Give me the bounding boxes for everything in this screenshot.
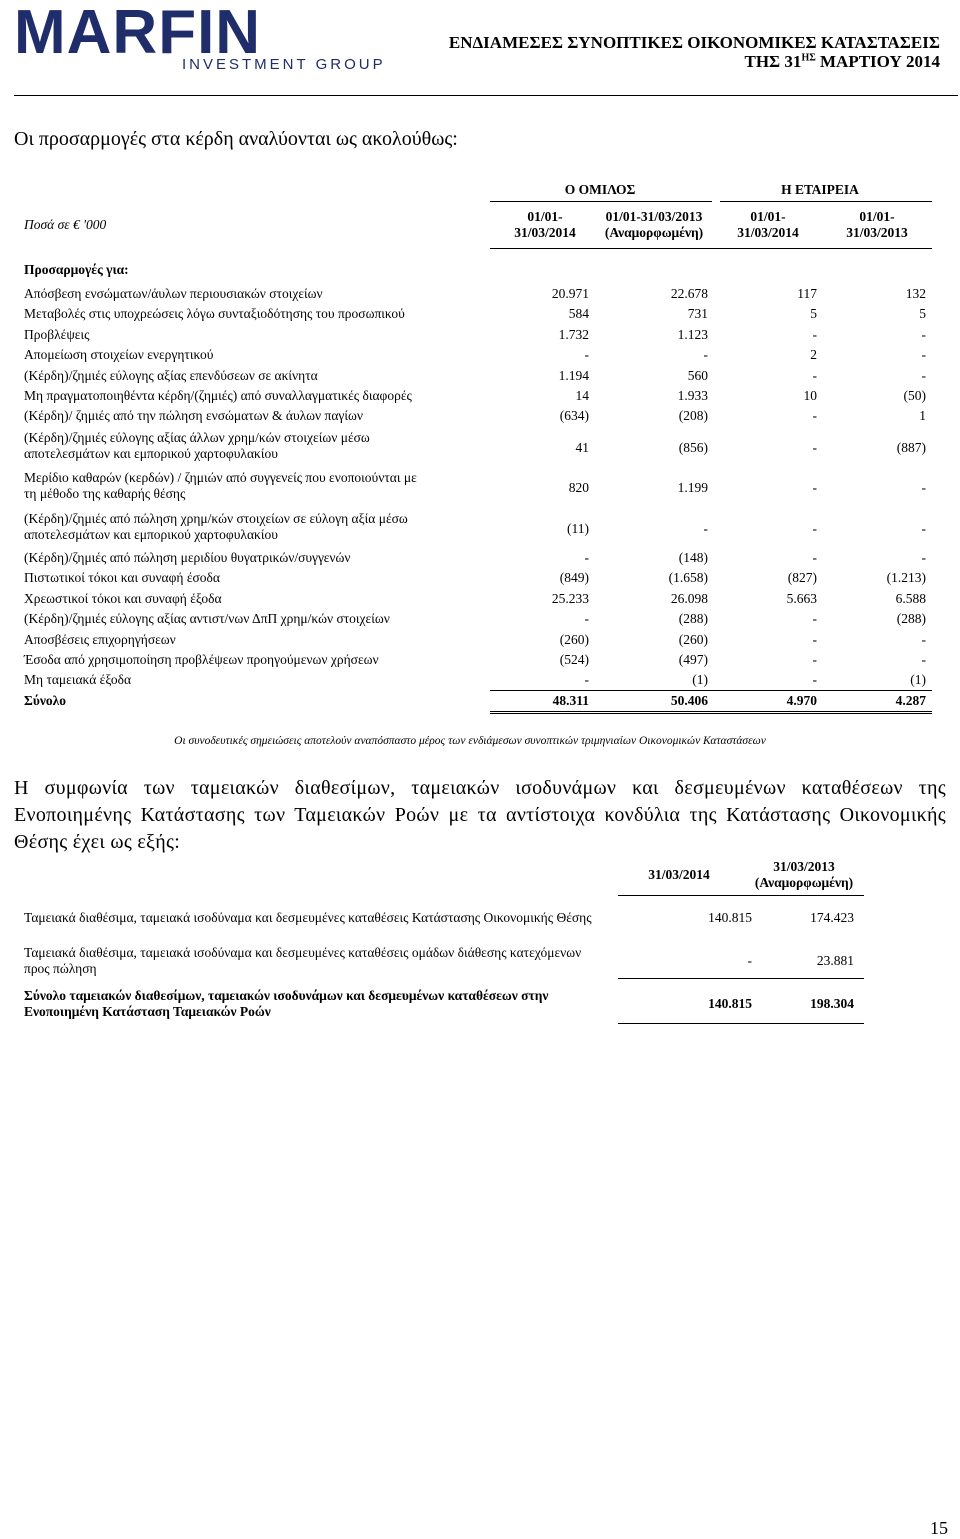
table-row	[24, 284, 930, 304]
row-label-line: Ενοποιημένη Κατάσταση Ταμειακών Ροών	[24, 1004, 271, 1019]
cell-value: -	[921, 480, 926, 495]
table-row	[24, 345, 930, 365]
date-sup: ΗΣ	[801, 52, 816, 64]
cell-value: 2	[810, 347, 817, 362]
row-label-line: Ταμειακά διαθέσιμα, ταμειακά ισοδύναμα και δεσμευμένες καταθέσεις ομάδων διάθεσης κατεχόμενων	[24, 945, 582, 960]
page-number: 15	[930, 1518, 948, 1538]
cell-value: 1	[919, 408, 926, 423]
row-label-line: (Κέρδη)/ζημιές από πώληση χρημ/κών στοιχείων σε εύλογη αξία μέσω	[24, 511, 408, 526]
table-row	[24, 568, 930, 588]
cell-value: -	[921, 652, 926, 667]
column-header-line: (Αναμορφωμένη)	[604, 225, 704, 240]
column-header-4	[822, 209, 932, 241]
cell-value: -	[921, 347, 926, 362]
row-label-line: Μερίδιο καθαρών (κερδών) / ζημιών από συγγενείς που ενοποιούνται με	[24, 470, 417, 485]
table-row	[24, 589, 930, 609]
row-label-line: τη μέθοδο της καθαρής θέσης	[24, 486, 186, 501]
intro-text: Οι προσαρμογές στα κέρδη αναλύονται ως ακολούθως:	[14, 128, 458, 150]
cell-value: (260)	[678, 632, 708, 647]
cell-value: -	[584, 347, 589, 362]
cell-value: (11)	[567, 521, 589, 536]
document-title: ΕΝΔΙΑΜΕΣΕΣ ΣΥΝΟΠΤΙΚΕΣ ΟΙΚΟΝΟΜΙΚΕΣ ΚΑΤΑΣΤΑΣΕΙΣ	[448, 33, 940, 52]
cell-value: 10	[803, 388, 817, 403]
row-label: Έσοδα από χρησιμοποίηση προβλέψεων προηγούμενων χρήσεων	[24, 652, 379, 667]
cell-value: (1.658)	[668, 570, 708, 585]
row-label: Πιστωτικοί τόκοι και συναφή έσοδα	[24, 570, 220, 585]
cell-value: 22.678	[670, 286, 708, 301]
column-header-line: 01/01-	[750, 209, 786, 224]
reconciliation-paragraph: Η συμφωνία των ταμειακών διαθεσίμων, ταμειακών ισοδυνάμων και δεσμευμένων καταθέσεων της Ενοποιημένης Κατάστασης των Ταμειακών Ροών με τα αντίστοιχα κονδύλια της Κατάστασης Οικονομικής Θέσης έχει ως εξής:	[14, 777, 946, 853]
date-suffix: ΜΑΡΤΙΟΥ 2014	[820, 52, 940, 71]
table-row	[24, 428, 930, 468]
cell-value: 140.815	[708, 910, 752, 925]
row-label: Μη πραγματοποιηθέντα κέρδη/(ζημιές) από συναλλαγματικές διαφορές	[24, 388, 412, 403]
cell-value: 41	[575, 440, 589, 455]
total-value: 140.815	[708, 996, 752, 1011]
row-label: Αποσβέσεις επιχορηγήσεων	[24, 632, 176, 647]
cell-value: (50)	[903, 388, 926, 403]
row-label	[24, 470, 417, 502]
t2-header-rule	[618, 895, 864, 896]
cell-value: 1.199	[677, 480, 708, 495]
table-row	[24, 548, 930, 568]
cell-value: -	[812, 480, 817, 495]
cell-value: 1.732	[558, 327, 589, 342]
row-label: (Κέρδη)/ζημιές εύλογης αξίας επενδύσεων σε ακίνητα	[24, 368, 318, 383]
row-label-line: (Κέρδη)/ζημιές εύλογης αξίας άλλων χρημ/κών στοιχείων μέσω	[24, 430, 370, 445]
row-label	[24, 988, 614, 1020]
company-header-rule	[720, 201, 932, 202]
row-label: Ταμειακά διαθέσιμα, ταμειακά ισοδύναμα και δεσμευμένες καταθέσεις Κατάστασης Οικονομικής Θέσης	[24, 910, 592, 925]
table-row	[24, 945, 864, 981]
cell-value: -	[812, 327, 817, 342]
logo-wordmark: MARFIN	[14, 0, 262, 67]
cell-value: 132	[905, 286, 926, 301]
column-header-rule	[490, 248, 932, 249]
column-header-2	[594, 209, 714, 241]
table-row	[24, 468, 930, 508]
row-label: Μεταβολές στις υποχρεώσεις λόγω συνταξιοδότησης του προσωπικού	[24, 306, 405, 321]
cell-value: 820	[568, 480, 589, 495]
row-label: (Κέρδη)/ζημιές από πώληση μεριδίου θυγατρικών/συγγενών	[24, 550, 351, 565]
table-row	[24, 670, 930, 690]
column-header-line: 31/03/2014	[737, 225, 799, 240]
row-label: (Κέρδη)/ ζημιές από την πώληση ενσώματων & άυλων παγίων	[24, 408, 364, 423]
row-label-line: αποτελεσμάτων και εμπορικού χαρτοφυλακίου	[24, 527, 278, 542]
cell-value: (288)	[896, 611, 926, 626]
total-double-rule	[490, 713, 932, 714]
group-header-rule	[490, 201, 712, 202]
t2-total-top-rule	[618, 978, 864, 979]
cell-value: -	[584, 672, 589, 687]
row-label: Προβλέψεις	[24, 327, 90, 342]
cell-value: -	[584, 611, 589, 626]
total-row	[24, 988, 864, 1024]
total-value: 4.287	[895, 693, 926, 708]
total-bottom-rule	[490, 711, 932, 712]
footnote: Οι συνοδευτικές σημειώσεις αποτελούν αναπόσπαστο μέρος των ενδιάμεσων συνοπτικών τριμηνιαίων Οικονομικών Καταστάσεων	[174, 735, 766, 747]
table-row	[24, 386, 930, 406]
logo-subtitle: INVESTMENT GROUP	[182, 56, 386, 73]
table-row	[24, 304, 930, 324]
cell-value: (856)	[678, 440, 708, 455]
group-header: Ο ΟΜΙΛΟΣ	[564, 182, 636, 197]
table-row	[24, 910, 864, 930]
column-header-line: 01/01-31/03/2013	[605, 209, 703, 224]
cell-value: (1.213)	[886, 570, 926, 585]
cell-value: 584	[568, 306, 589, 321]
row-label	[24, 945, 614, 977]
header-divider	[14, 95, 958, 96]
cell-value: 20.971	[551, 286, 589, 301]
table-row	[24, 609, 930, 629]
row-label	[24, 511, 408, 543]
total-value: 50.406	[670, 693, 708, 708]
column-header-1	[490, 209, 600, 241]
column-header-3	[713, 209, 823, 241]
cell-value: 1.933	[677, 388, 708, 403]
cell-value: (497)	[678, 652, 708, 667]
cell-value: 25.233	[551, 591, 589, 606]
cell-value: (260)	[559, 632, 589, 647]
cell-value: (524)	[559, 652, 589, 667]
document-date	[745, 52, 941, 72]
cell-value: -	[921, 521, 926, 536]
row-label: Απομείωση στοιχείων ενεργητικού	[24, 347, 214, 362]
table-row	[24, 630, 930, 650]
cell-value: -	[921, 327, 926, 342]
cell-value: -	[812, 521, 817, 536]
column-header-line: 31/03/2013	[773, 859, 835, 874]
total-value: 198.304	[810, 996, 854, 1011]
total-value: 48.311	[552, 693, 589, 708]
date-prefix: ΤΗΣ 31	[744, 52, 802, 71]
row-label-line: προς πώληση	[24, 961, 97, 976]
cell-value: -	[703, 347, 708, 362]
cell-value: -	[812, 368, 817, 383]
cell-value: -	[812, 632, 817, 647]
cell-value: -	[812, 672, 817, 687]
total-value: 4.970	[786, 693, 817, 708]
row-label-line: Σύνολο ταμειακών διαθεσίμων, ταμειακών ισοδυνάμων και δεσμευμένων καταθέσεων στην	[24, 988, 549, 1003]
row-label: Χρεωστικοί τόκοι και συναφή έξοδα	[24, 591, 222, 606]
table-row	[24, 406, 930, 426]
cell-value: -	[812, 440, 817, 455]
total-label: Σύνολο	[24, 693, 66, 708]
row-label-line: αποτελεσμάτων και εμπορικού χαρτοφυλακίου	[24, 446, 278, 461]
cell-value: -	[703, 521, 708, 536]
t2-column-header-2	[744, 859, 864, 891]
table-row	[24, 366, 930, 386]
cell-value: -	[812, 652, 817, 667]
table-row	[24, 325, 930, 345]
cell-value: 1.194	[558, 368, 589, 383]
cell-value: -	[812, 611, 817, 626]
section-label: Προσαρμογές για:	[24, 262, 129, 277]
row-label	[24, 430, 370, 462]
cell-value: (887)	[896, 440, 926, 455]
cell-value: 1.123	[677, 327, 708, 342]
company-header: Η ΕΤΑΙΡΕΙΑ	[781, 182, 859, 197]
cell-value: 14	[575, 388, 589, 403]
row-label: Απόσβεση ενσώματων/άυλων περιουσιακών στοιχείων	[24, 286, 323, 301]
cell-value: -	[584, 550, 589, 565]
cell-value: (1)	[910, 672, 926, 687]
table-row	[24, 509, 930, 549]
table-row	[24, 650, 930, 670]
t2-total-bottom-rule	[618, 1023, 864, 1024]
cell-value: 5	[810, 306, 817, 321]
cell-value: 117	[797, 286, 817, 301]
cell-value: 174.423	[810, 910, 854, 925]
column-header-line: 01/01-	[527, 209, 563, 224]
cell-value: -	[921, 368, 926, 383]
cell-value: -	[812, 550, 817, 565]
cell-value: 26.098	[670, 591, 708, 606]
column-header-line: (Αναμορφωμένη)	[754, 875, 854, 890]
cell-value: -	[812, 408, 817, 423]
row-label: Μη ταμειακά έξοδα	[24, 672, 132, 687]
cell-value: 560	[687, 368, 708, 383]
column-header-line: 01/01-	[859, 209, 895, 224]
column-header-line: 31/03/2014	[514, 225, 576, 240]
cell-value: 731	[687, 306, 708, 321]
row-label: (Κέρδη)/ζημιές εύλογης αξίας αντιστ/νων ΔπΠ χρημ/κών στοιχείων	[24, 611, 390, 626]
amount-label: Ποσά σε € '000	[24, 217, 107, 232]
cell-value: (634)	[559, 408, 589, 423]
cell-value: (208)	[678, 408, 708, 423]
cell-value: 6.588	[895, 591, 926, 606]
cell-value: 23.881	[816, 953, 854, 968]
cell-value: (827)	[787, 570, 817, 585]
t2-column-header-1: 31/03/2014	[648, 867, 710, 882]
cell-value: -	[747, 953, 752, 968]
cell-value: -	[921, 550, 926, 565]
cell-value: 5.663	[786, 591, 817, 606]
total-row	[24, 691, 930, 711]
cell-value: (849)	[559, 570, 589, 585]
cell-value: (288)	[678, 611, 708, 626]
column-header-line: 31/03/2013	[846, 225, 908, 240]
cell-value: 5	[919, 306, 926, 321]
cell-value: (148)	[678, 550, 708, 565]
cell-value: -	[921, 632, 926, 647]
cell-value: (1)	[692, 672, 708, 687]
